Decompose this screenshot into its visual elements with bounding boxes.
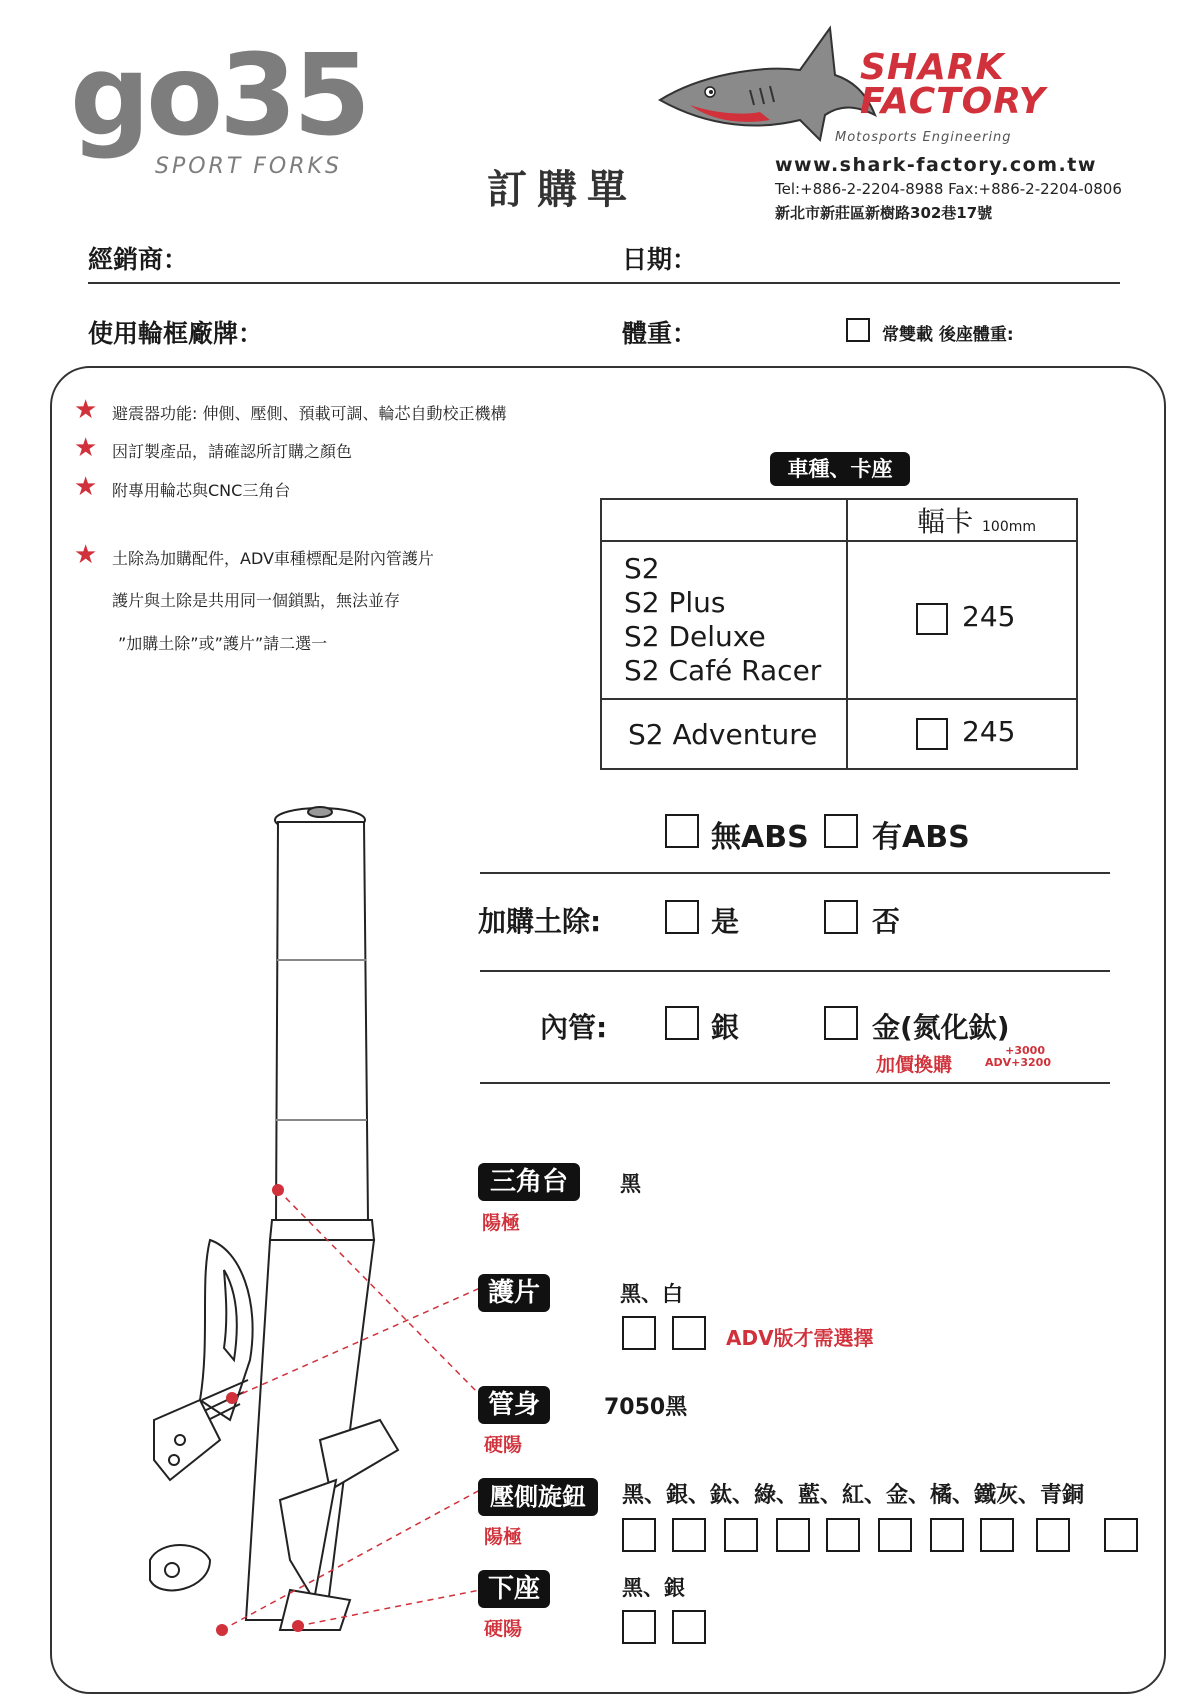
table-header-cell [847, 499, 1077, 541]
guard-badge: 護片 [478, 1274, 550, 1312]
body-colors: 7050黑 [604, 1395, 688, 1420]
rim-brand-label: 使用輪框廠牌： [88, 319, 264, 348]
brand-name-line2: FACTORY [860, 81, 1046, 122]
passenger-checkbox[interactable] [846, 318, 870, 342]
weight-label: 體重： [622, 319, 698, 348]
abs-checkbox[interactable] [824, 814, 858, 848]
table-header-cell [601, 499, 847, 541]
fender-no-checkbox[interactable] [824, 900, 858, 934]
knob-color-checkbox[interactable] [672, 1518, 706, 1552]
model-name: S2 Café Racer [624, 654, 822, 687]
note-item: 因訂製產品，請確認所訂購之顏色 [112, 442, 353, 461]
option-cell [847, 699, 1077, 769]
note-item: 護片與土除是共用同一個鎖點，無法並存 [112, 591, 401, 610]
fender-label: 加購土除: [478, 905, 602, 938]
header-label: 輻卡 [917, 505, 974, 538]
model-checkbox[interactable] [916, 603, 948, 635]
table-row [601, 699, 1077, 769]
note-item: 附專用輪芯與CNC三角台 [112, 481, 291, 500]
abs-label: 有ABS [872, 820, 970, 855]
knob-color-checkbox[interactable] [1036, 1518, 1070, 1552]
model-name: S2 Adventure [628, 717, 818, 751]
mount-value: 245 [962, 715, 1016, 748]
inner-tube-label: 內管: [540, 1011, 608, 1044]
lower-mount-silver-checkbox[interactable] [672, 1610, 706, 1644]
brand-tagline: Motosports Engineering [835, 130, 1012, 145]
triple-clamp-colors: 黑 [620, 1172, 641, 1196]
note-item: 避震器功能: 伸側、壓側、預載可調、輪芯自動校正機構 [112, 404, 507, 423]
header-unit: 100mm [982, 519, 1036, 535]
knob-color-checkbox[interactable] [980, 1518, 1014, 1552]
star-icon: ★ [74, 540, 98, 570]
triple-clamp-finish: 陽極 [482, 1212, 521, 1234]
lower-mount-colors: 黑、銀 [622, 1576, 685, 1600]
star-icon: ★ [74, 395, 98, 425]
knob-color-checkbox[interactable] [878, 1518, 912, 1552]
fender-yes-checkbox[interactable] [665, 900, 699, 934]
divider [480, 872, 1110, 874]
knob-color-checkbox[interactable] [1104, 1518, 1138, 1552]
body-finish: 硬陽 [484, 1434, 523, 1456]
inner-tube-gold-checkbox[interactable] [824, 1006, 858, 1040]
body-badge: 管身 [478, 1386, 550, 1424]
knob-color-checkbox[interactable] [724, 1518, 758, 1552]
upgrade-label: 加價換購 [876, 1054, 953, 1076]
guard-black-checkbox[interactable] [622, 1316, 656, 1350]
company-address: 新北市新莊區新樹路302巷17號 [775, 204, 993, 222]
upgrade-price-adv: ADV+3200 [985, 1056, 1051, 1069]
model-cell [601, 541, 847, 699]
model-name: S2 Deluxe [624, 620, 766, 653]
note-item: ”加購土除”或”護片”請二選一 [118, 634, 328, 653]
upgrade-price: +3000 [1005, 1044, 1045, 1057]
knob-colors: 黑、銀、鈦、綠、藍、紅、金、橘、鐵灰、青銅 [622, 1483, 1085, 1508]
inner-tube-silver-label: 銀 [711, 1011, 740, 1044]
model-table [600, 498, 1078, 770]
guard-colors: 黑、白 [620, 1282, 683, 1306]
model-badge: 車種、卡座 [770, 452, 910, 486]
lower-mount-black-checkbox[interactable] [622, 1610, 656, 1644]
no-abs-checkbox[interactable] [665, 814, 699, 848]
model-checkbox[interactable] [916, 718, 948, 750]
fork-illustration [140, 800, 500, 1660]
go35-logo: go35 [70, 31, 367, 161]
guard-white-checkbox[interactable] [672, 1316, 706, 1350]
fender-yes-label: 是 [711, 905, 740, 938]
brand-name-line1: SHARK [860, 47, 1005, 88]
star-icon: ★ [74, 472, 98, 502]
knob-color-checkbox[interactable] [930, 1518, 964, 1552]
option-cell [847, 541, 1077, 699]
table-row [601, 541, 1077, 699]
divider [480, 970, 1110, 972]
model-cell [601, 699, 847, 769]
lower-mount-badge: 下座 [478, 1570, 550, 1608]
knob-finish: 陽極 [484, 1526, 523, 1548]
knob-color-checkbox[interactable] [826, 1518, 860, 1552]
triple-clamp-badge: 三角台 [478, 1163, 580, 1201]
guard-note: ADV版才需選擇 [726, 1326, 874, 1350]
knob-color-checkbox[interactable] [776, 1518, 810, 1552]
passenger-label: 常雙載 後座體重: [882, 325, 1014, 345]
star-icon: ★ [74, 433, 98, 463]
divider [480, 1082, 1110, 1084]
model-name: S2 Plus [624, 586, 726, 619]
note-item: 土除為加購配件，ADV車種標配是附內管護片 [112, 549, 434, 568]
divider [88, 282, 1120, 284]
page-title: 訂購單 [487, 167, 637, 213]
mount-value: 245 [962, 600, 1016, 633]
model-name: S2 [624, 552, 660, 585]
inner-tube-silver-checkbox[interactable] [665, 1006, 699, 1040]
contact-phone-fax: Tel:+886-2-2204-8988 Fax:+886-2-2204-0806 [775, 180, 1122, 198]
fender-no-label: 否 [872, 905, 901, 938]
dealer-label: 經銷商： [88, 245, 189, 274]
knob-badge: 壓側旋鈕 [478, 1478, 598, 1516]
lower-mount-finish: 硬陽 [484, 1618, 523, 1640]
date-label: 日期： [622, 245, 698, 274]
knob-color-checkbox[interactable] [622, 1518, 656, 1552]
inner-tube-gold-label: 金(氮化鈦) [872, 1011, 1010, 1044]
website-url: www.shark-factory.com.tw [775, 154, 1097, 176]
sport-forks-logo-text: SPORT FORKS [155, 154, 342, 179]
no-abs-label: 無ABS [711, 820, 809, 855]
